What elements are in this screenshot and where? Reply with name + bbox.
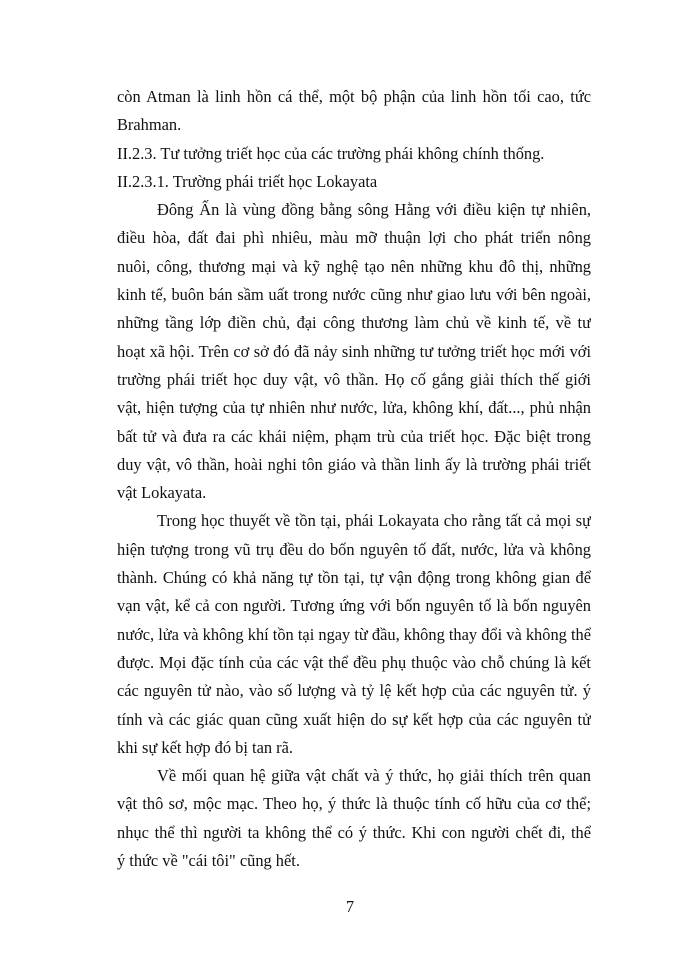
text-line: bất tử và đưa ra các khái niệm, phạm trù của triết học. Đặc biệt trong: [117, 426, 591, 446]
text-line: Đông Ấn là vùng đồng bằng sông Hằng với điều kiện tự nhiên,: [157, 200, 591, 220]
text-line: kinh tế, buôn bán sầm uất trong nước cũng như giao lưu với bên ngoài,: [117, 285, 591, 305]
text-line: các nguyên tử nào, vào số lượng và tỷ lệ kết hợp của các nguyên tử. ý: [117, 681, 591, 701]
paragraph-existence-theory: [117, 507, 591, 762]
text-line: Về mối quan hệ giữa vật chất và ý thức, họ giải thích trên quan: [157, 766, 591, 786]
paragraph-matter-consciousness: [117, 762, 591, 875]
text-line: nước, lửa và không khí tồn tại ngay từ đầu, không thay đổi và không thể: [117, 624, 591, 644]
text-line: thành. Chúng có khả năng tự tồn tại, tự vận động trong không gian để: [117, 568, 591, 588]
text-line: Trong học thuyết về tồn tại, phái Lokayata cho rằng tất cả mọi sự: [157, 511, 591, 531]
text-line: khi sự kết hợp đó bị tan rã.: [117, 737, 293, 757]
paragraph-continuation: [117, 83, 591, 140]
text-line: tính và các giác quan cũng xuất hiện do sự kết hợp của các nguyên tử: [117, 709, 591, 729]
section-heading: II.2.3. Tư tưởng triết học của các trường phái không chính thống.: [117, 143, 545, 163]
text-line: duy vật, vô thần, hoài nghi tôn giáo và thần linh ấy là trường phái triết: [117, 454, 591, 474]
text-line: nhục thể thì người ta không thể có ý thức. Khi con người chết đi, thể: [117, 822, 591, 842]
page-number: 7: [345, 897, 355, 916]
text-line: vạn vật, kể cả con người. Tương ứng với bốn nguyên tố là bốn nguyên: [117, 596, 591, 616]
paragraph-eastern-india: [117, 196, 591, 507]
text-line: nuôi, công, thương mại và kỹ nghệ tạo nên những khu đô thị, những: [117, 256, 591, 276]
document-page: [117, 83, 591, 875]
subsection-heading: II.2.3.1. Trường phái triết học Lokayata: [117, 171, 378, 191]
text-line: còn Atman là linh hồn cá thể, một bộ phận của linh hồn tối cao, tức: [117, 87, 591, 106]
text-line: vật thô sơ, mộc mạc. Theo họ, ý thức là thuộc tính cố hữu của cơ thể;: [117, 794, 591, 814]
text-line: trường phái triết học duy vật, vô thần. Họ cố gắng giải thích thế giới: [117, 369, 591, 389]
text-line: điều hòa, đất đai phì nhiêu, màu mỡ thuận lợi cho phát triển nông: [117, 228, 591, 248]
text-line: được. Mọi đặc tính của các vật thể đều phụ thuộc vào chỗ chúng là kết: [117, 652, 591, 672]
text-line: Brahman.: [117, 115, 182, 135]
text-line: hiện tượng trong vũ trụ đều do bốn nguyên tố đất, nước, lửa và không: [117, 539, 591, 559]
text-line: ý thức về "cái tôi" cũng hết.: [117, 851, 300, 871]
text-line: những tầng lớp điền chủ, đại công thương làm chủ về kinh tế, về tư: [117, 313, 591, 333]
text-line: hoạt xã hội. Trên cơ sở đó đã nảy sinh những tư tưởng triết học mới với: [117, 341, 591, 361]
text-line: vật, hiện tượng của tự nhiên như nước, lửa, không khí, đất..., phủ nhận: [117, 398, 591, 418]
text-line: vật Lokayata.: [117, 483, 207, 503]
